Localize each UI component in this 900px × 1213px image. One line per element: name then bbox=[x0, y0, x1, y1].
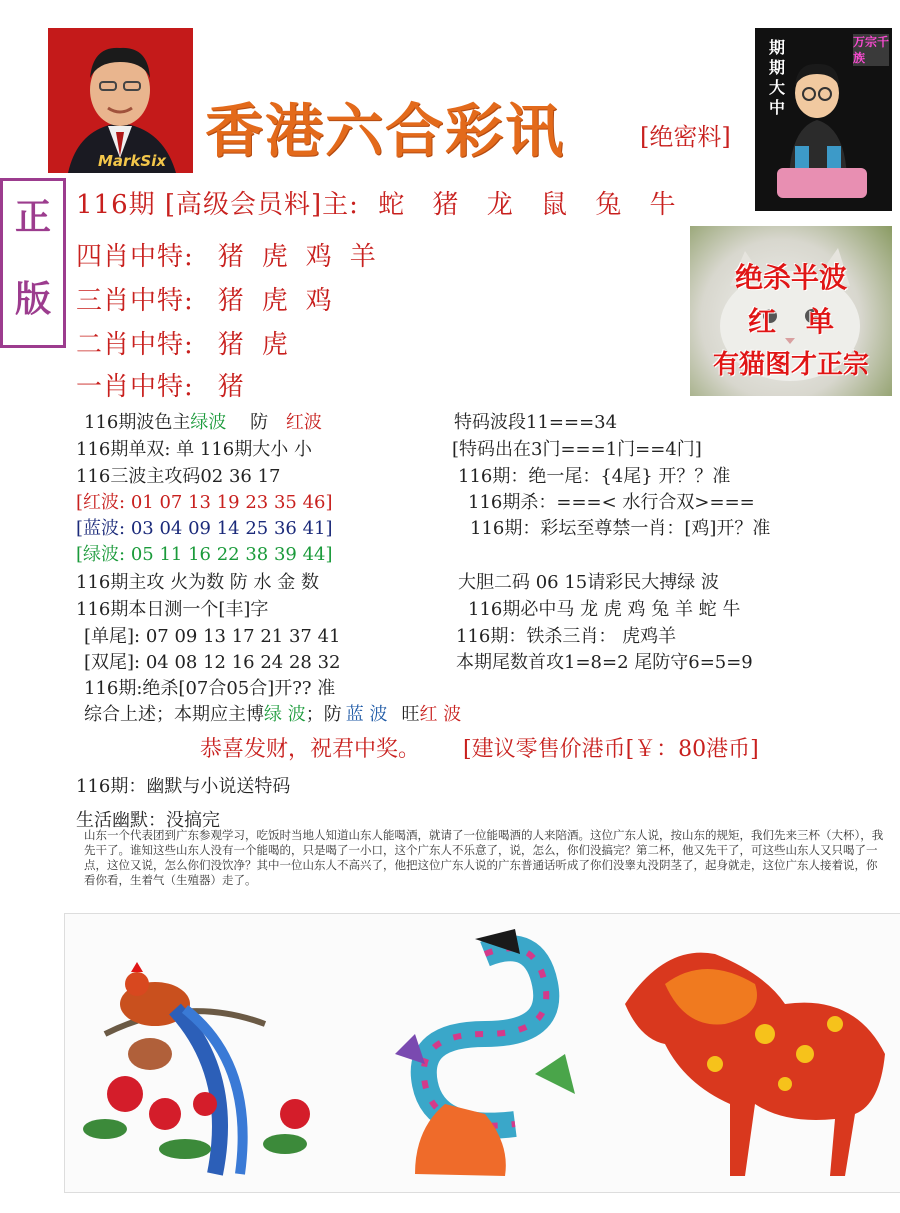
kill-red: 红 bbox=[747, 305, 776, 338]
page-title: 香港六合彩讯 bbox=[205, 97, 566, 165]
daily-word-line: 116期本日测一个[丰]字 bbox=[76, 599, 269, 620]
blue-wave-label: [蓝波: bbox=[76, 518, 126, 539]
issue-values: 蛇 猪 龙 鼠 兔 牛 bbox=[378, 190, 686, 220]
blue-wave-nums: 03 04 09 14 25 36 41] bbox=[130, 518, 333, 539]
marksix-logo: MarkSix bbox=[98, 152, 167, 170]
odd-even-line: 116期单双: 单 116期大小 小 bbox=[76, 439, 312, 460]
issue-prefix: 116期 [高级会员料]主: bbox=[76, 190, 359, 220]
red-wave-label: [红波: bbox=[76, 492, 126, 513]
portrait-photo bbox=[48, 28, 193, 173]
wave-main-green: 绿波 bbox=[190, 412, 227, 433]
iron-kill-line: 116期：铁杀三肖： 虎鸡羊 bbox=[456, 626, 677, 647]
summary-prefix: 综合上述；本期应主博 bbox=[84, 704, 264, 725]
joke-paragraph: 山东一个代表团到广东参观学习，吃饭时当地人知道山东人能喝酒，就请了一位能喝酒的人来陪酒。这位广东人说，按山东的规矩，我们先来三杯（大杯），我先干了。谁知这些山东人没有一个能喝的，只是喝了一小口，这个广东人不乐意了，说，怎么，你们没搞完？第二杯，他又先干了，可这些山东人又只喝了一点，这位又说，怎么你们没饮净？其中一位山东人不高兴了，他把这位广东人说的广东普通话听成了你们没睾丸没阴茎了，起身就走，这位广东人接着说，你看你看，生着气（生殖器）走了。 bbox=[84, 828, 884, 887]
green-wave-nums: 05 11 16 22 38 39 44] bbox=[130, 544, 333, 565]
special-four bbox=[76, 236, 394, 273]
kill-single: 单 bbox=[806, 305, 835, 338]
summary-mid: ；防 bbox=[305, 704, 342, 725]
wave-main-line bbox=[84, 408, 322, 434]
tail-kill-line: 116期：绝一尾：{4尾} 开？？准 bbox=[458, 466, 731, 487]
kill-combo-line: 116期:绝杀[07合05合]开?? 准 bbox=[84, 678, 336, 699]
summary-mid2: 旺 bbox=[401, 704, 420, 725]
kill-line-2 bbox=[690, 300, 892, 340]
special-one bbox=[76, 366, 262, 403]
humor-title: 生活幽默：没搞完 bbox=[76, 810, 220, 831]
kill-line: 116期杀：===< 水行合双>=== bbox=[468, 492, 755, 513]
must-win-line: 116期必中马 龙 虎 鸡 兔 羊 蛇 牛 bbox=[468, 599, 741, 620]
special-one-values: 猪 bbox=[217, 372, 262, 402]
special-two-label: 二肖中特: bbox=[76, 330, 194, 360]
summary-red: 红 波 bbox=[419, 704, 462, 725]
summary-blue: 蓝 波 bbox=[345, 704, 388, 725]
zodiac-art-strip bbox=[64, 913, 900, 1193]
special-three bbox=[76, 280, 350, 317]
bold-two-line: 大胆二码 06 15请彩民大搏绿 波 bbox=[458, 572, 719, 593]
double-tail-line: [双尾]: 04 08 12 16 24 28 32 bbox=[84, 652, 341, 673]
three-wave-line: 116三波主攻码02 36 17 bbox=[76, 466, 281, 487]
zodiac-art-icon bbox=[65, 914, 900, 1192]
green-wave-line bbox=[76, 540, 333, 566]
special-three-values: 猪虎鸡 bbox=[217, 286, 350, 316]
congrats-line bbox=[200, 732, 759, 763]
wave-main-prefix: 116期波色主 bbox=[84, 412, 191, 433]
wave-main-red: 红波 bbox=[285, 412, 322, 433]
special-four-label: 四肖中特: bbox=[76, 242, 194, 272]
issue-line bbox=[76, 184, 686, 221]
blue-wave-line bbox=[76, 514, 333, 540]
forbidden-line: 116期：彩坛至尊禁一肖：[鸡]开？准 bbox=[470, 518, 771, 539]
wave-main-mid: 防 bbox=[250, 412, 269, 433]
special-two bbox=[76, 324, 306, 361]
main-attack-line: 116期主攻 火为数 防 水 金 数 bbox=[76, 572, 319, 593]
kill-line-3: 有猫图才正宗 bbox=[712, 350, 869, 380]
kill-line-1: 绝杀半波 bbox=[734, 261, 847, 294]
cartoon-mascot bbox=[755, 28, 892, 211]
red-wave-line bbox=[76, 488, 333, 514]
single-tail-line: [单尾]: 07 09 13 17 21 37 41 bbox=[84, 626, 341, 647]
code-range-line: 特码波段11===34 bbox=[454, 412, 618, 433]
special-four-values: 猪虎鸡羊 bbox=[217, 242, 394, 272]
summary-line bbox=[84, 700, 461, 726]
cartoon-caption-left: 期期大中 bbox=[769, 38, 786, 117]
humor-line: 116期：幽默与小说送特码 bbox=[76, 776, 291, 797]
title-tag: [绝密料] bbox=[640, 123, 731, 151]
kill-half-wave-box bbox=[690, 226, 892, 396]
genuine-badge bbox=[0, 178, 66, 348]
red-wave-nums: 01 07 13 19 23 35 46] bbox=[130, 492, 333, 513]
special-three-label: 三肖中特: bbox=[76, 286, 194, 316]
genuine-char-1: 正 bbox=[14, 196, 51, 238]
price-text: [建议零售价港币[￥：80港币] bbox=[463, 737, 759, 762]
special-two-values: 猪虎 bbox=[217, 330, 306, 360]
special-one-label: 一肖中特: bbox=[76, 372, 194, 402]
door-line: [特码出在3门===1门==4门] bbox=[452, 439, 702, 460]
congrats-text: 恭喜发财，祝君中奖。 bbox=[200, 737, 421, 762]
green-wave-label: [绿波: bbox=[76, 544, 126, 565]
summary-green: 绿 波 bbox=[264, 704, 306, 725]
genuine-char-2: 版 bbox=[14, 278, 51, 320]
cartoon-caption-right: 万宗千族 bbox=[853, 35, 890, 65]
tail-attack-line: 本期尾数首攻1=8=2 尾防守6=5=9 bbox=[456, 652, 753, 673]
